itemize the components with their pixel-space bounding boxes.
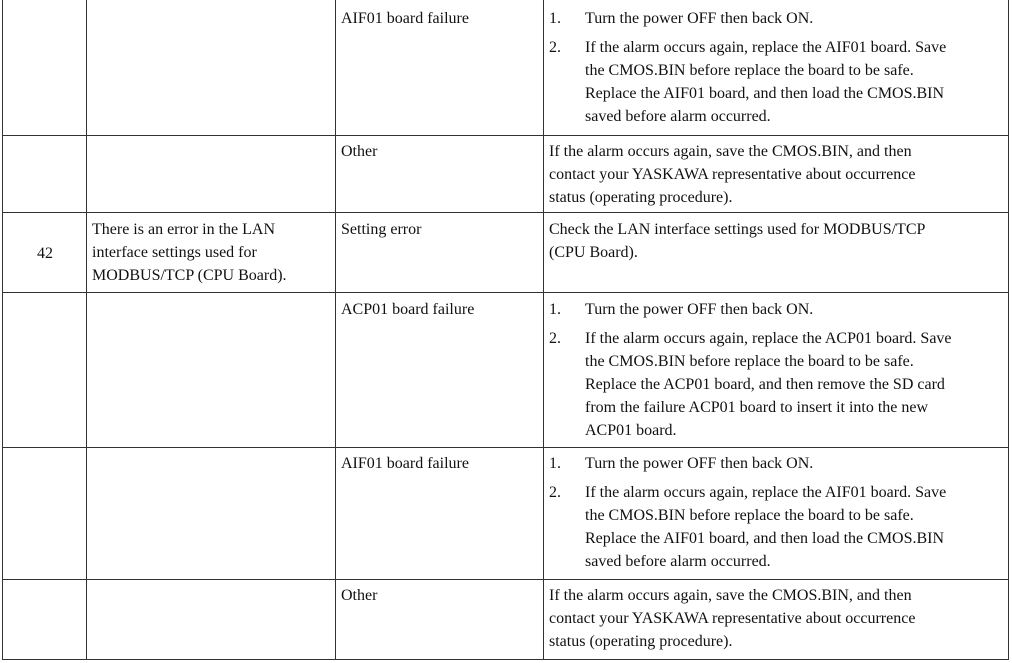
table-row bbox=[2, 136, 1009, 213]
alarm-number-cell bbox=[2, 448, 86, 579]
remedy-text: Check the LAN interface settings used for MODBUS/TCP (CPU Board). bbox=[549, 221, 926, 261]
description-cell bbox=[86, 213, 335, 292]
alarm-table bbox=[2, 0, 1009, 660]
step-text: Turn the power OFF then back ON. bbox=[585, 10, 814, 27]
table-row bbox=[2, 580, 1009, 660]
step-text: If the alarm occurs again, replace the ACP01 board. Save the CMOS.BIN before replace the board to be safe. Replace the ACP01 board, and then remove the SD card from the failure ACP01 board to insert it into the new ACP01 board. bbox=[585, 330, 952, 439]
description-cell bbox=[86, 448, 335, 579]
alarm-number-cell bbox=[2, 136, 86, 212]
table-row bbox=[2, 0, 1009, 136]
remedy-text: If the alarm occurs again, save the CMOS.BIN, and then contact your YASKAWA representative about occurrence status (operating procedure). bbox=[549, 143, 916, 206]
table-row bbox=[2, 448, 1009, 580]
description-cell bbox=[86, 0, 335, 135]
table-row bbox=[2, 213, 1009, 293]
cause-text: AIF01 board failure bbox=[341, 455, 469, 472]
alarm-number-cell bbox=[2, 0, 86, 135]
cause-cell bbox=[335, 448, 543, 579]
step-number: 1. bbox=[549, 301, 561, 318]
description-text: There is an error in the LAN interface settings used for MODBUS/TCP (CPU Board). bbox=[92, 221, 287, 284]
step-text: If the alarm occurs again, replace the AIF01 board. Save the CMOS.BIN before replace the board to be safe. Replace the AIF01 board, and then load the CMOS.BIN saved before alarm occurred. bbox=[585, 39, 947, 125]
step-number: 2. bbox=[549, 330, 561, 347]
cause-cell bbox=[335, 213, 543, 292]
alarm-number-cell bbox=[2, 580, 86, 659]
description-cell bbox=[86, 136, 335, 212]
cause-text: Other bbox=[341, 143, 378, 160]
alarm-number: 42 bbox=[37, 245, 53, 262]
step-text: Turn the power OFF then back ON. bbox=[585, 455, 814, 472]
step-text: Turn the power OFF then back ON. bbox=[585, 301, 814, 318]
cause-text: ACP01 board failure bbox=[341, 301, 475, 318]
step-text: If the alarm occurs again, replace the AIF01 board. Save the CMOS.BIN before replace the board to be safe. Replace the AIF01 board, and then load the CMOS.BIN saved before alarm occurred. bbox=[585, 484, 947, 570]
description-cell bbox=[86, 293, 335, 447]
step-number: 1. bbox=[549, 10, 561, 27]
step-number: 1. bbox=[549, 455, 561, 472]
cause-cell bbox=[335, 580, 543, 659]
remedy-cell bbox=[543, 448, 1009, 579]
cause-cell bbox=[335, 293, 543, 447]
cause-text: Setting error bbox=[341, 221, 422, 238]
remedy-cell bbox=[543, 136, 1009, 212]
remedy-cell bbox=[543, 293, 1009, 447]
remedy-cell bbox=[543, 0, 1009, 135]
step-number: 2. bbox=[549, 39, 561, 56]
step-number: 2. bbox=[549, 484, 561, 501]
cause-cell bbox=[335, 136, 543, 212]
alarm-number-cell bbox=[2, 213, 86, 292]
description-cell bbox=[86, 580, 335, 659]
remedy-text: If the alarm occurs again, save the CMOS.BIN, and then contact your YASKAWA representative about occurrence status (operating procedure). bbox=[549, 587, 916, 650]
cause-text: AIF01 board failure bbox=[341, 10, 469, 27]
remedy-cell bbox=[543, 213, 1009, 292]
cause-cell bbox=[335, 0, 543, 135]
alarm-number-cell bbox=[2, 293, 86, 447]
cause-text: Other bbox=[341, 587, 378, 604]
remedy-cell bbox=[543, 580, 1009, 659]
table-row bbox=[2, 293, 1009, 448]
